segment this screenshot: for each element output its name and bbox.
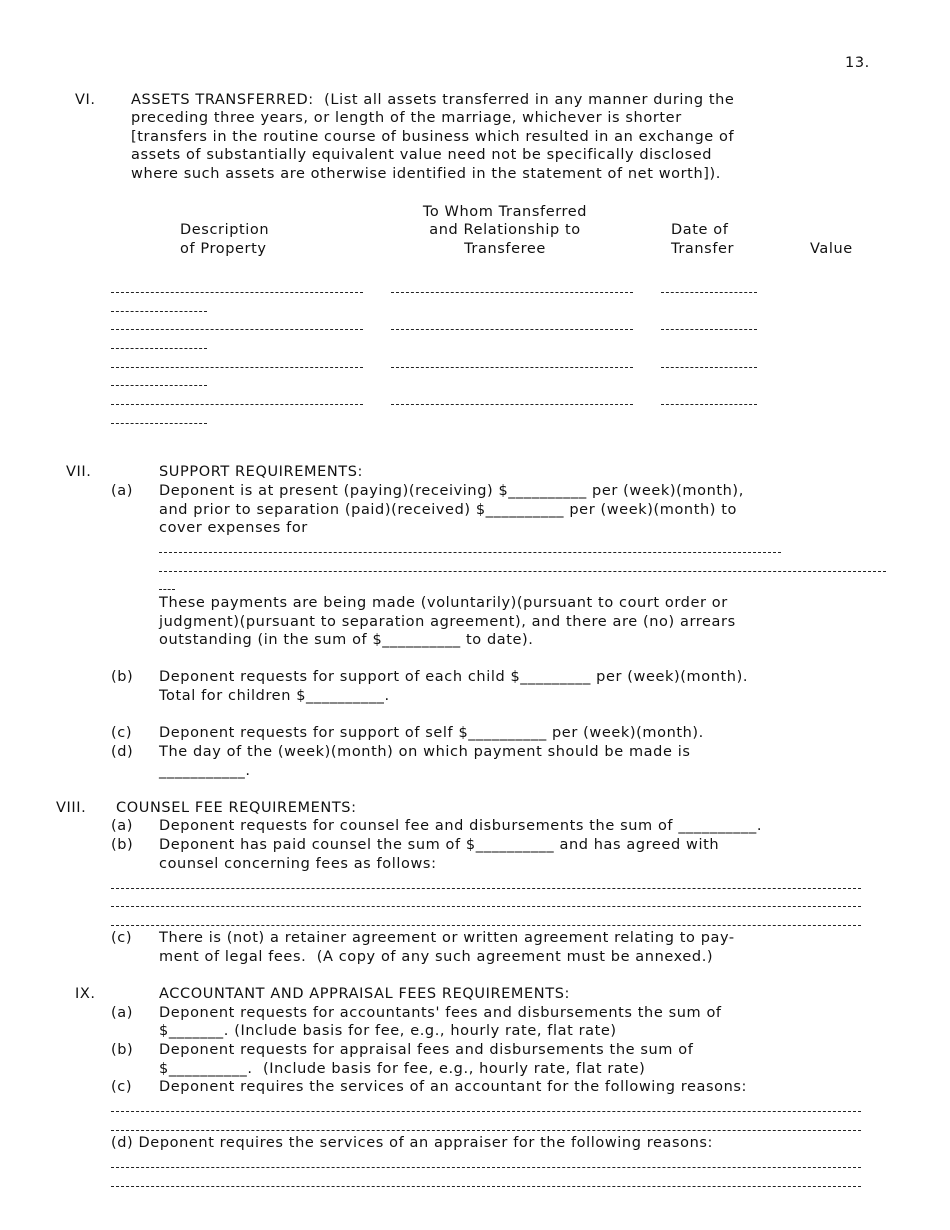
blank-line[interactable] xyxy=(111,888,861,889)
support-a-line: and prior to separation (paid)(received) $__________ per (week)(month) to xyxy=(159,502,738,518)
section-viii-title: COUNSEL FEE REQUIREMENTS: xyxy=(116,800,357,816)
fees-d-line: (d) Deponent requires the services of an appraiser for the following reasons: xyxy=(111,1135,714,1151)
header-description: of Property xyxy=(180,241,267,257)
item-label: (d) xyxy=(111,744,134,760)
blank-line[interactable] xyxy=(159,552,781,553)
support-a2-line: These payments are being made (voluntarily)(pursuant to court order or xyxy=(159,595,728,611)
fees-b-line: Deponent requests for appraisal fees and disbursements the sum of xyxy=(159,1042,694,1058)
header-description: Description xyxy=(180,222,270,238)
header-date: Transfer xyxy=(671,241,735,257)
item-label: (a) xyxy=(111,483,133,499)
item-label: (c) xyxy=(111,725,133,741)
section-vi-line: [transfers in the routine course of business which resulted in an exchange of xyxy=(131,129,735,145)
item-label: (a) xyxy=(111,1005,133,1021)
support-a2-line: outstanding (in the sum of $__________ to date). xyxy=(159,632,534,648)
section-vi-line: ASSETS TRANSFERRED: (List all assets transferred in any manner during the xyxy=(131,92,735,108)
section-vi-line: preceding three years, or length of the marriage, whichever is shorter xyxy=(131,110,682,126)
header-date: Date of xyxy=(671,222,729,238)
page-number: 13. xyxy=(845,55,870,71)
item-label: (a) xyxy=(111,818,133,834)
header-to-whom: Transferee xyxy=(464,241,546,257)
fees-b-line: $__________. (Include basis for fee, e.g., hourly rate, flat rate) xyxy=(159,1061,646,1077)
section-vi-number: VI. xyxy=(75,92,96,108)
section-vii-title: SUPPORT REQUIREMENTS: xyxy=(159,464,364,480)
header-value: Value xyxy=(810,241,853,257)
blank-line[interactable] xyxy=(111,1186,861,1187)
section-ix-number: IX. xyxy=(75,986,96,1002)
blank-line[interactable] xyxy=(111,1111,861,1112)
fees-c-line: Deponent requires the services of an accountant for the following reasons: xyxy=(159,1079,748,1095)
item-label: (c) xyxy=(111,930,133,946)
fees-a-line: Deponent requests for accountants' fees and disbursements the sum of xyxy=(159,1005,722,1021)
section-vi-line: assets of substantially equivalent value need not be specifically disclosed xyxy=(131,147,713,163)
blank-line[interactable] xyxy=(111,1130,861,1131)
header-to-whom: and Relationship to xyxy=(429,222,581,238)
counsel-b-line: Deponent has paid counsel the sum of $__________ and has agreed with xyxy=(159,837,720,853)
support-a-line: Deponent is at present (paying)(receiving) $__________ per (week)(month), xyxy=(159,483,744,499)
section-ix-title: ACCOUNTANT AND APPRAISAL FEES REQUIREMENTS: xyxy=(159,986,570,1002)
support-d-line: ___________. xyxy=(159,763,251,779)
blank-line[interactable] xyxy=(111,906,861,907)
item-label: (b) xyxy=(111,1042,134,1058)
section-vi-line: where such assets are otherwise identified in the statement of net worth]). xyxy=(131,166,721,182)
item-label: (b) xyxy=(111,837,134,853)
support-c-line: Deponent requests for support of self $__________ per (week)(month). xyxy=(159,725,704,741)
fees-a-line: $_______. (Include basis for fee, e.g., hourly rate, flat rate) xyxy=(159,1023,617,1039)
item-label: (b) xyxy=(111,669,134,685)
blank-line[interactable] xyxy=(111,925,861,926)
section-vii-number: VII. xyxy=(66,464,92,480)
support-a-line: cover expenses for xyxy=(159,520,308,536)
counsel-c-line: There is (not) a retainer agreement or written agreement relating to pay- xyxy=(159,930,735,946)
support-a2-line: judgment)(pursuant to separation agreement), and there are (no) arrears xyxy=(159,614,736,630)
support-b-line: Deponent requests for support of each child $_________ per (week)(month). xyxy=(159,669,749,685)
support-b-line: Total for children $__________. xyxy=(159,688,390,704)
blank-line[interactable] xyxy=(111,1167,861,1168)
counsel-c-line: ment of legal fees. (A copy of any such agreement must be annexed.) xyxy=(159,949,714,965)
support-d-line: The day of the (week)(month) on which payment should be made is xyxy=(159,744,691,760)
blank-line[interactable] xyxy=(159,571,886,572)
item-label: (c) xyxy=(111,1079,133,1095)
counsel-b-line: counsel concerning fees as follows: xyxy=(159,856,437,872)
counsel-a-line: Deponent requests for counsel fee and disbursements the sum of __________. xyxy=(159,818,763,834)
section-viii-number: VIII. xyxy=(56,800,87,816)
blank-line[interactable] xyxy=(159,589,175,590)
header-to-whom: To Whom Transferred xyxy=(422,204,588,220)
